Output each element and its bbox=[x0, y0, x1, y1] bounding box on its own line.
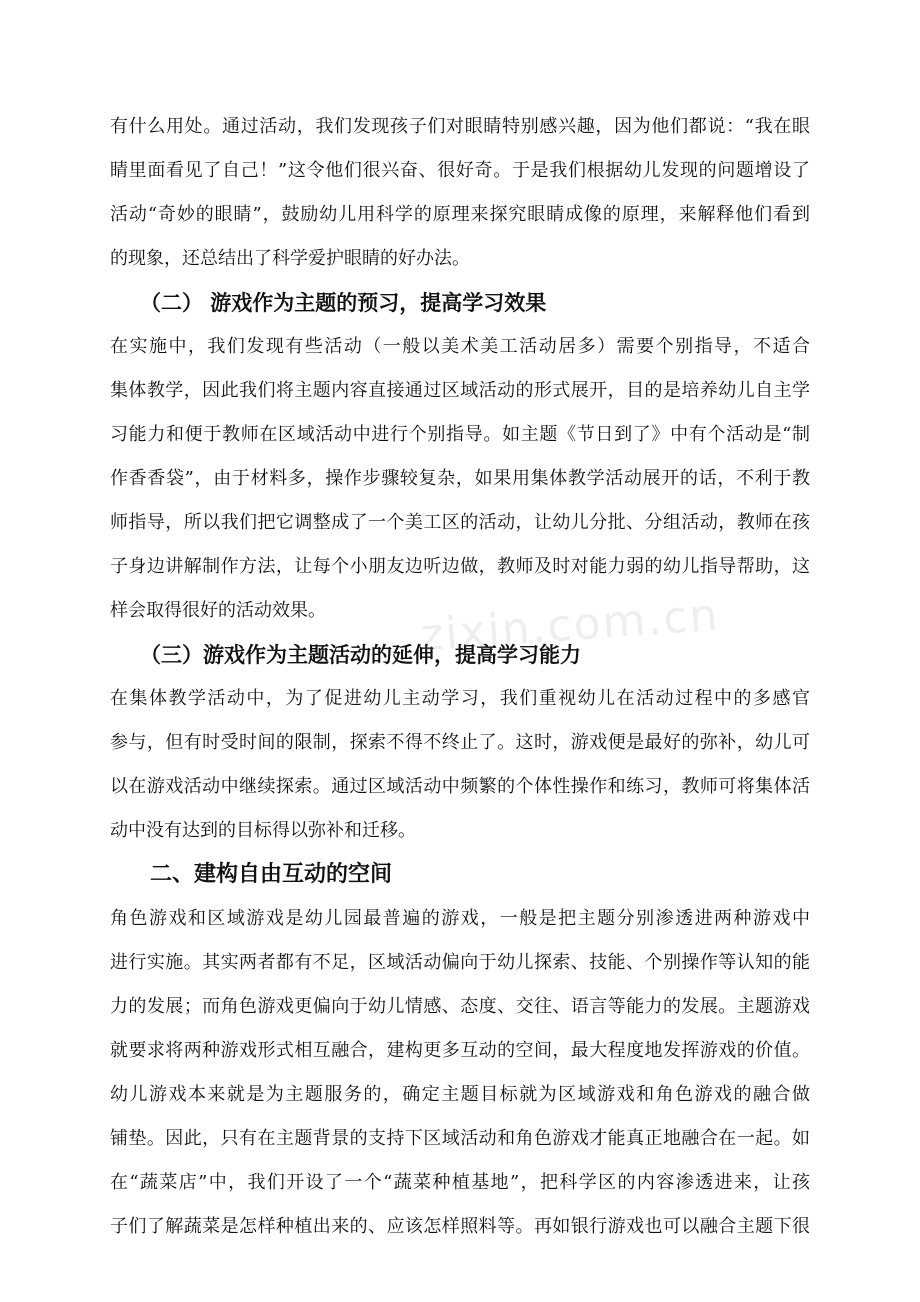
paragraph-line: 有什么用处。通过活动，我们发现孩子们对眼睛特别感兴趣，因为他们都说：“我在眼 bbox=[110, 116, 810, 137]
paragraph-line: 样会取得很好的活动效果。 bbox=[110, 600, 326, 621]
paragraph-line: 角色游戏和区域游戏是幼儿园最普遍的游戏，一般是把主题分别渗透进两种游戏中 bbox=[110, 908, 810, 929]
paragraph-line: 幼儿游戏本来就是为主题服务的，确定主题目标就为区域游戏和角色游戏的融合做 bbox=[110, 1084, 810, 1105]
paragraph-line: 就要求将两种游戏形式相互融合，建构更多互动的空间，最大程度地发挥游戏的价值。 bbox=[110, 1040, 810, 1061]
paragraph-line: 在集体教学活动中，为了促进幼儿主动学习，我们重视幼儿在活动过程中的多感官 bbox=[110, 688, 810, 709]
paragraph-line: 进行实施。其实两者都有不足，区域活动偏向于幼儿探索、技能、个别操作等认知的能 bbox=[110, 952, 810, 973]
paragraph-line: 睛里面看见了自己！”这令他们很兴奋、很好奇。于是我们根据幼儿发现的问题增设了 bbox=[110, 160, 810, 181]
chapter-heading: 二、建构自由互动的空间 bbox=[150, 862, 393, 887]
paragraph-line: 参与，但有时受时间的限制，探索不得不终止了。这时，游戏便是最好的弥补，幼儿可 bbox=[110, 732, 810, 753]
paragraph-line: 铺垫。因此，只有在主题背景的支持下区域活动和角色游戏才能真正地融合在一起。如 bbox=[110, 1128, 810, 1149]
section-heading-2: （二） 游戏作为主题的预习，提高学习效果 bbox=[140, 291, 547, 315]
paragraph-line: 活动“奇妙的眼睛”，鼓励幼儿用科学的原理来探究眼睛成像的原理，来解释他们看到 bbox=[110, 204, 810, 225]
watermark: zixin.com.cn bbox=[418, 589, 721, 662]
paragraph-line: 的现象，还总结出了科学爱护眼睛的好办法。 bbox=[110, 248, 470, 269]
paragraph-line: 子身边讲解制作方法，让每个小朋友边听边做，教师及时对能力弱的幼儿指导帮助，这 bbox=[110, 556, 810, 577]
paragraph-line: 力的发展；而角色游戏更偏向于幼儿情感、态度、交往、语言等能力的发展。主题游戏 bbox=[110, 996, 810, 1017]
paragraph-line: 在实施中，我们发现有些活动（一般以美术美工活动居多）需要个别指导，不适合 bbox=[110, 336, 810, 357]
paragraph-line: 子们了解蔬菜是怎样种植出来的、应该怎样照料等。再如银行游戏也可以融合主题下很 bbox=[110, 1216, 810, 1237]
paragraph-line: 在“蔬菜店”中，我们开设了一个“蔬菜种植基地”，把科学区的内容渗透进来，让孩 bbox=[110, 1172, 810, 1193]
paragraph-line: 师指导，所以我们把它调整成了一个美工区的活动，让幼儿分批、分组活动，教师在孩 bbox=[110, 512, 810, 533]
section-heading-3: （三）游戏作为主题活动的延伸，提高学习能力 bbox=[140, 643, 581, 667]
paragraph-line: 动中没有达到的目标得以弥补和迁移。 bbox=[110, 820, 416, 841]
paragraph-line: 习能力和便于教师在区域活动中进行个别指导。如主题《节日到了》中有个活动是“制 bbox=[110, 424, 810, 445]
paragraph-line: 作香香袋”，由于材料多，操作步骤较复杂，如果用集体教学活动展开的话，不利于教 bbox=[110, 468, 810, 489]
paragraph-line: 以在游戏活动中继续探索。通过区域活动中频繁的个体性操作和练习，教师可将集体活 bbox=[110, 776, 810, 797]
paragraph-line: 集体教学，因此我们将主题内容直接通过区域活动的形式展开，目的是培养幼儿自主学 bbox=[110, 380, 810, 401]
